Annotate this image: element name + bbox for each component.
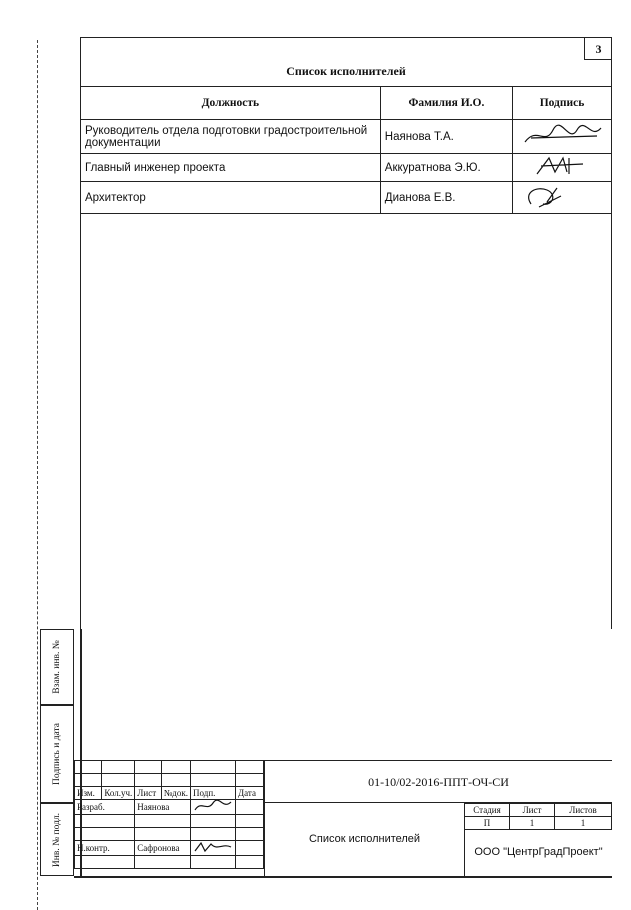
row-position: Главный инженер проекта <box>81 154 381 182</box>
razrab-label: Разраб. <box>75 800 135 815</box>
col-podp: Подп. <box>191 787 236 800</box>
doc-number-box <box>264 760 612 803</box>
nkontr-label: Н.контр. <box>75 841 135 856</box>
row-position: Руководитель отдела подготовки градостроительной документации <box>81 120 381 154</box>
col-data: Дата <box>236 787 264 800</box>
revision-grid <box>74 760 264 869</box>
signature-image <box>517 184 607 208</box>
row-signature <box>513 154 612 182</box>
signature-image <box>517 122 607 148</box>
stage-table <box>464 803 612 830</box>
header-signature: Подпись <box>513 87 612 120</box>
side-label-inv-podl: Инв. № подл. <box>52 812 62 867</box>
nkontr-name: Сафронова <box>135 841 191 856</box>
col-izm: Изм. <box>75 787 102 800</box>
doc-title: Список исполнителей <box>264 803 464 876</box>
razrab-name: Наянова <box>135 800 191 815</box>
signature-image <box>517 156 607 176</box>
sheets-header: Листов <box>555 804 612 817</box>
side-box-vzam <box>40 629 74 705</box>
sheet-value: 1 <box>510 817 555 830</box>
organization-name: ООО "ЦентрГрадПроект" <box>464 829 612 876</box>
side-label-podpis-data: Подпись и дата <box>52 722 62 786</box>
row-name: Дианова Е.В. <box>380 182 512 214</box>
side-label-vzam: Взам. инв. № <box>52 640 62 694</box>
header-name: Фамилия И.О. <box>380 87 512 120</box>
table-header-row <box>81 87 612 120</box>
page-title: Список исполнителей <box>286 64 406 78</box>
executors-table <box>80 86 612 214</box>
row-name: Аккуратнова Э.Ю. <box>380 154 512 182</box>
col-kolych: Кол.уч. <box>102 787 135 800</box>
row-name: Наянова Т.А. <box>380 120 512 154</box>
razrab-signature <box>191 800 236 815</box>
row-signature <box>513 182 612 214</box>
stage-value: П <box>465 817 510 830</box>
header-position: Должность <box>81 87 381 120</box>
doc-number: 01-10/02-2016-ППТ-ОЧ-СИ <box>368 775 509 789</box>
col-list: Лист <box>135 787 161 800</box>
stamp-bottom-line <box>74 876 612 878</box>
page-number: 3 <box>584 38 612 60</box>
sheets-value: 1 <box>555 817 612 830</box>
row-signature <box>513 120 612 154</box>
nkontr-signature <box>191 841 236 856</box>
table-row <box>81 154 612 182</box>
table-row <box>81 182 612 214</box>
row-position: Архитектор <box>81 182 381 214</box>
sheet-header: Лист <box>510 804 555 817</box>
table-row <box>81 120 612 154</box>
side-box-inv-podl <box>40 803 74 876</box>
col-ndok: №док. <box>161 787 190 800</box>
stage-header: Стадия <box>465 804 510 817</box>
side-box-podpis-data <box>40 705 74 803</box>
